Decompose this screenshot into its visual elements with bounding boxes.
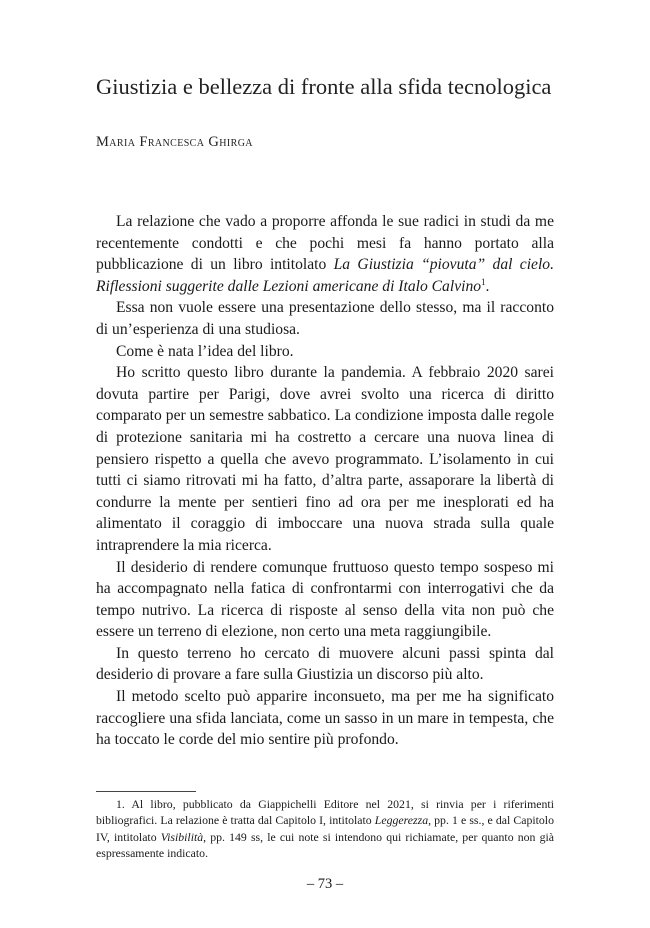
body-text	[96, 211, 554, 751]
footnote-italic-1: Leggerezza	[374, 813, 429, 828]
footnote-number: 1.	[116, 797, 125, 811]
footnote-ref[interactable]: 1	[481, 276, 486, 287]
paragraph-5: Il desiderio di rendere comunque fruttuoso questo tempo sospeso mi ha accompagnato nella fatica di confrontarmi con interrogativi che da tempo nutrivo. La ricerca di risposte al senso della vita non può che essere un terreno di elezione, non certo una meta raggiungibile.	[96, 558, 554, 641]
footnote-text-a: Al libro, pubblicato da Giappichelli Editore nel 2021, si rinvia per i riferimenti bibliografici. La relazione è tratta dal Capitolo I, intitolato	[96, 797, 554, 828]
footnote	[96, 796, 554, 861]
paragraph-3: Come è nata l’idea del libro.	[116, 342, 294, 360]
paragraph-6: In questo terreno ho cercato di muovere alcuni passi spinta dal desiderio di provare a fare sulla Giustizia un discorso più alto.	[96, 644, 554, 684]
paragraph-2: Essa non vuole essere una presentazione dello stesso, ma il racconto di un’esperienza di una studiosa.	[96, 299, 554, 338]
paragraph-1-end: .	[485, 277, 490, 295]
paragraph-4: Ho scritto questo libro durante la pandemia. A febbraio 2020 sarei dovuta partire per Parigi, dove avrei svolto una ricerca di diritto comparato per un semestre sabbatico. La condizione imposta dalle regole di protezione sanitaria mi ha costretto a cercare una nuova linea di pensiero rispetto a quella che avevo programmato. L’isolamento in cui tutti ci siamo ritrovati mi ha fatto, d’altra parte, assaporare la libertà di condurre la mente per sentieri fino ad ora per me inesplorati ed ha alimentato il coraggio di imboccare una nuova strada sulla quale intraprendere la mia ricerca.	[96, 364, 554, 554]
paragraph-1	[96, 211, 554, 297]
footnote-italic-2: Visibilità	[160, 829, 204, 844]
footnote-text-c: , pp. 149 ss, le cui note si intendono qui richiamate, per quanto non già espressamente indicato.	[96, 829, 555, 860]
footnote-divider	[96, 791, 196, 792]
paragraph-1-text: La relazione che vado a proporre affonda le sue radici in studi da me recentemente condotti e che pochi mesi fa hanno portato alla pubblicazione di un libro intitolato	[96, 213, 554, 274]
footnote-text-b: , pp. 1 e ss., e dal Capitolo IV, intitolato	[96, 813, 554, 844]
page-number: – 73 –	[306, 876, 344, 892]
book-title-italic: La Giustizia “piovuta” dal cielo. Riflessioni suggerite dalle Lezioni americane di Italo Calvino	[96, 256, 555, 295]
chapter-title: Giustizia e bellezza di fronte alla sfida tecnologica	[96, 74, 552, 99]
author-name: Maria Francesca Ghirga	[96, 134, 253, 150]
paragraph-7: Il metodo scelto può apparire inconsueto, ma per me ha significato raccogliere una sfida lanciata, come un sasso in un mare in tempesta, che ha toccato le corde del mio sentire più profondo.	[96, 688, 554, 749]
